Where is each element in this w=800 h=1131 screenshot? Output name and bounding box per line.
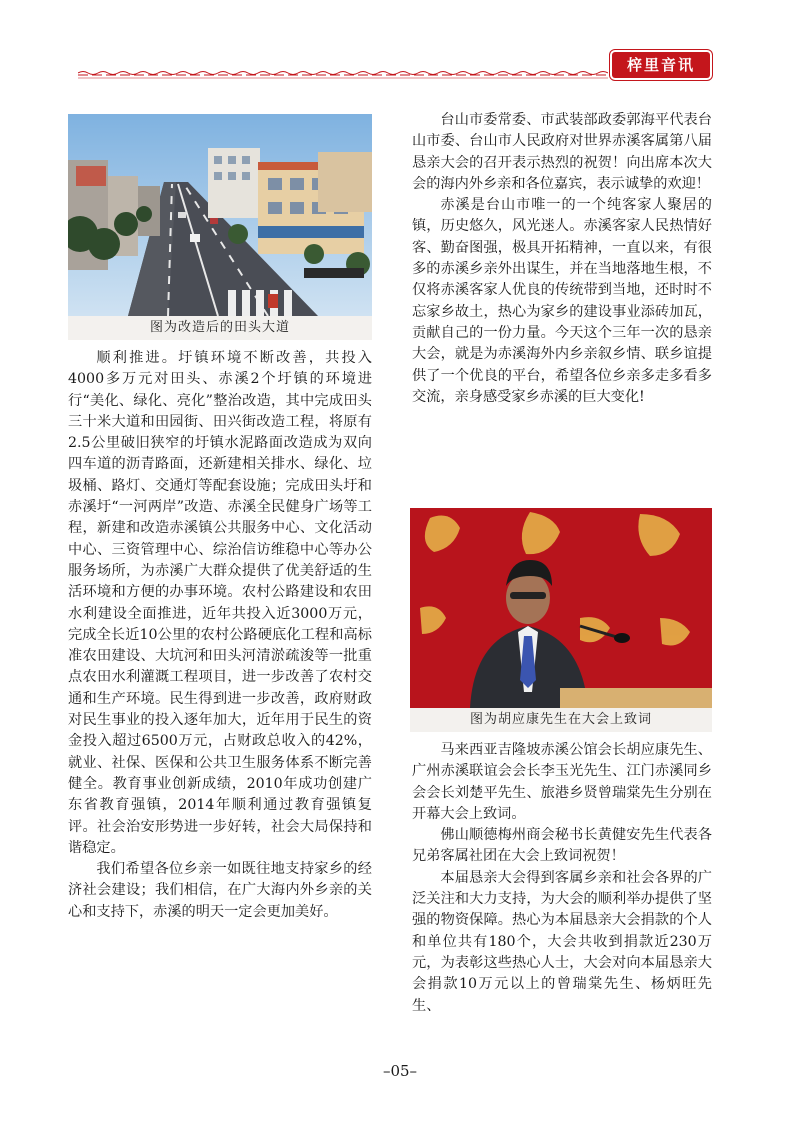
page-number: –05– bbox=[382, 1062, 418, 1080]
paragraph: 本届恳亲大会得到客属乡亲和社会各界的广泛关注和大力支持，为大会的顺利举办提供了坚强的物资保障。热心为本届恳亲大会捐款的个人和单位共有180个，大会共收到捐款近230万元，为表彰这些热心人士，大会对向本届恳亲大会捐款10万元以上的曾瑞棠先生、杨炳旺先生、 bbox=[412, 869, 712, 1014]
right-column-top bbox=[412, 110, 712, 408]
speaker-photo bbox=[410, 508, 712, 708]
paragraph: 赤溪是台山市唯一的一个纯客家人聚居的镇，历史悠久，风光迷人。赤溪客家人民热情好客、勤奋图强，极具开拓精神，一直以来，有很多的赤溪乡亲外出谋生，并在当地落地生根，不仅将赤溪客家人优良的传统带到当地，还时时不忘家乡故土，热心为家乡的建设事业添砖加瓦，贡献自己的一份力量。今天这个三年一次的恳亲大会，就是为赤溪海外内乡亲叙乡情、联乡谊提供了一个优良的平台，希望各位乡亲多走多看多交流，亲身感受家乡赤溪的巨大变化! bbox=[412, 197, 712, 405]
paragraph: 顺利推进。圩镇环境不断改善，共投入4000多万元对田头、赤溪2个圩镇的环境进行“美化、绿化、亮化”整治改造，其中完成田头三十米大道和田园街、田兴街改造工程，将原有2.5公里破旧狭窄的圩镇水泥路面改造成为双向四车道的沥青路面，还新建相关排水、绿化、垃圾桶、路灯、交通灯等配套设施；完成田头圩和赤溪圩“一河两岸”改造、赤溪全民健身广场等工程，新建和改造赤溪镇公共服务中心、文化活动中心、三资管理中心、综治信访维稳中心等办公服务场所，为赤溪广大群众提供了优美舒适的生活环境和方便的办事环境。农村公路建设和农田水利建设全面推进，近年共投入近3000万元，完成全长近10公里的农村公路硬底化工程和高标准农田建设、大坑河和田头河清淤疏浚等一批重点农田水利灌溉工程项目，进一步改善了农村交通和生产环境。民生得到进一步改善，政府财政对民生事业的投入逐年加大，近年用于民生的资金投入超过6500万元，占财政总收入的42%，就业、社保、医保和公共卫生服务体系不断完善健全。教育事业创新成绩，2010年成功创建广东省教育强镇，2014年顺利通过教育强镇复评。社会治安形势进一步好转，社会大局保持和谐稳定。 bbox=[68, 350, 372, 856]
paragraph: 马来西亚吉隆坡赤溪公馆会长胡应康先生、广州赤溪联谊会会长李玉光先生、江门赤溪同乡会会长刘楚平先生、旅港乡贤曾瑞棠先生分别在开幕大会上致词。 bbox=[412, 742, 712, 822]
section-badge: 梓里音讯 bbox=[612, 52, 710, 78]
paragraph: 台山市委常委、市武装部政委郭海平代表台山市委、台山市人民政府对世界赤溪客属第八届恳亲大会的召开表示热烈的祝贺！向出席本次大会的海内外乡亲和各位嘉宾，表示诚挚的欢迎！ bbox=[412, 112, 712, 192]
street-photo bbox=[68, 114, 372, 316]
paragraph: 我们希望各位乡亲一如既往地支持家乡的经济社会建设；我们相信，在广大海内外乡亲的关心和支持下，赤溪的明天一定会更加美好。 bbox=[68, 861, 372, 920]
paragraph: 佛山顺德梅州商会秘书长黄健安先生代表各兄弟客属社团在大会上致词祝贺！ bbox=[412, 827, 712, 865]
right-column-bottom bbox=[412, 740, 712, 1017]
figure-caption: 图为改造后的田头大道 bbox=[149, 320, 290, 335]
header-decorative-line bbox=[78, 70, 608, 80]
figure-speaker bbox=[410, 508, 712, 732]
figure-street bbox=[68, 114, 372, 340]
left-column bbox=[68, 348, 372, 923]
figure-caption: 图为胡应康先生在大会上致词 bbox=[469, 712, 652, 727]
